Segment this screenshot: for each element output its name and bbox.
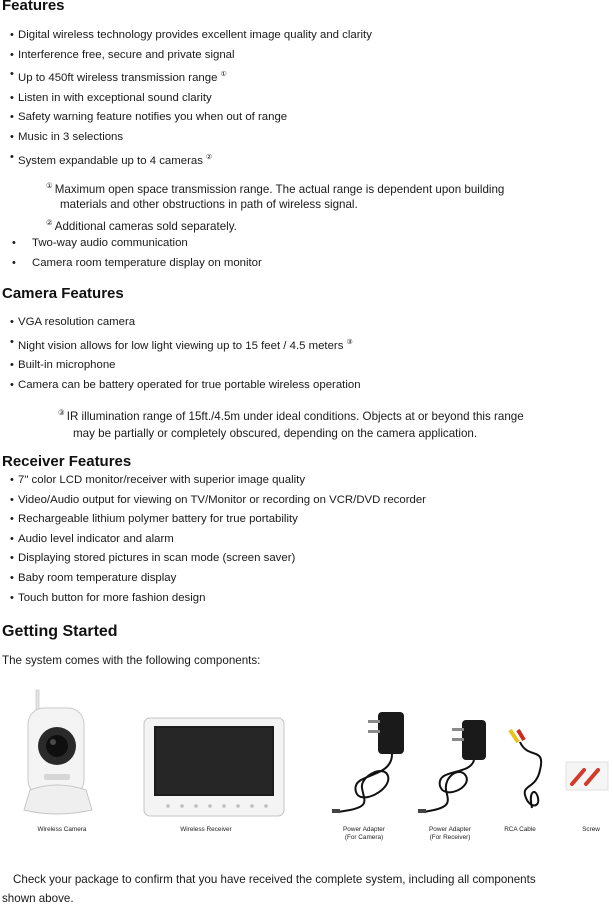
label-wireless-receiver: Wireless Receiver: [180, 826, 232, 833]
list-item: • Displaying stored pictures in scan mode (screen saver): [10, 552, 296, 565]
footnote-range: ① Maximum open space transmission range. The actual range is dependent upon building: [46, 181, 505, 196]
label-wireless-camera: Wireless Camera: [37, 826, 87, 833]
features-extra-list: [12, 234, 262, 273]
power-adapter-receiver-image: [418, 720, 486, 813]
wireless-camera-image: [24, 690, 92, 814]
list-item: • Night vision allows for low light viewing up to 15 feet / 4.5 meters ③: [10, 335, 353, 352]
footnote-marker: ③: [346, 338, 353, 346]
label-power-adapter-camera: Power Adapter (For Camera): [343, 826, 385, 841]
list-item: • System expandable up to 4 cameras ②: [10, 150, 213, 167]
list-item: • VGA resolution camera: [10, 316, 136, 328]
list-item: • Digital wireless technology provides excellent image quality and clarity: [10, 29, 372, 41]
footnote-marker: ①: [220, 71, 227, 79]
features-heading: Features: [2, 0, 65, 14]
list-item: • Music in 3 selections: [10, 130, 124, 143]
list-item: • Interference free, secure and private signal: [10, 48, 235, 61]
receiver-features-list: [10, 471, 426, 608]
footnote-range-cont: materials and other obstructions in path of wireless signal.: [60, 198, 358, 211]
list-item: • Touch button for more fashion design: [10, 591, 206, 604]
screw-image: [566, 762, 608, 790]
label-screw: Screw: [582, 826, 600, 833]
list-item: • Listen in with exceptional sound clarity: [10, 91, 212, 104]
list-item: • Up to 450ft wireless transmission range ①: [10, 68, 227, 85]
receiver-features-heading: Receiver Features: [2, 453, 132, 470]
footnote-ir: ③ IR illumination range of 15ft./4.5m under ideal conditions. Objects at or beyond this range: [58, 408, 524, 423]
footnote-marker: ②: [205, 153, 213, 161]
components-illustration: [0, 680, 613, 825]
getting-started-heading: Getting Started: [2, 623, 118, 640]
wireless-receiver-image: [144, 718, 284, 816]
label-power-adapter-receiver: Power Adapter (For Receiver): [429, 826, 471, 841]
list-item: • Baby room temperature display: [10, 571, 177, 584]
list-item: • Rechargeable lithium polymer battery for true portability: [10, 513, 298, 526]
closing-text-line2: shown above.: [2, 892, 74, 905]
features-list: [10, 26, 372, 171]
camera-features-heading: Camera Features: [2, 285, 124, 302]
list-item: • Video/Audio output for viewing on TV/Monitor or recording on VCR/DVD recorder: [10, 493, 426, 506]
label-rca-cable: RCA Cable: [504, 826, 536, 833]
power-adapter-camera-image: [332, 712, 404, 813]
list-item: • Audio level indicator and alarm: [10, 532, 174, 545]
camera-features-list: [10, 313, 361, 395]
footnote-ir-cont: may be partially or completely obscured, depending on the camera application.: [73, 427, 478, 440]
closing-text-line1: Check your package to confirm that you have received the complete system, including all components: [13, 873, 536, 886]
components-intro: The system comes with the following components:: [2, 654, 261, 667]
list-item: • 7" color LCD monitor/receiver with superior image quality: [10, 474, 306, 486]
list-item: • Camera can be battery operated for true portable wireless operation: [10, 378, 361, 391]
footnote-cameras: ② Additional cameras sold separately.: [46, 218, 237, 233]
rca-cable-image: [510, 730, 541, 808]
list-item: • Two-way audio communication: [12, 237, 188, 249]
list-item: • Built-in microphone: [10, 359, 116, 372]
list-item: • Safety warning feature notifies you when out of range: [10, 111, 288, 124]
list-item: • Camera room temperature display on monitor: [12, 256, 262, 269]
